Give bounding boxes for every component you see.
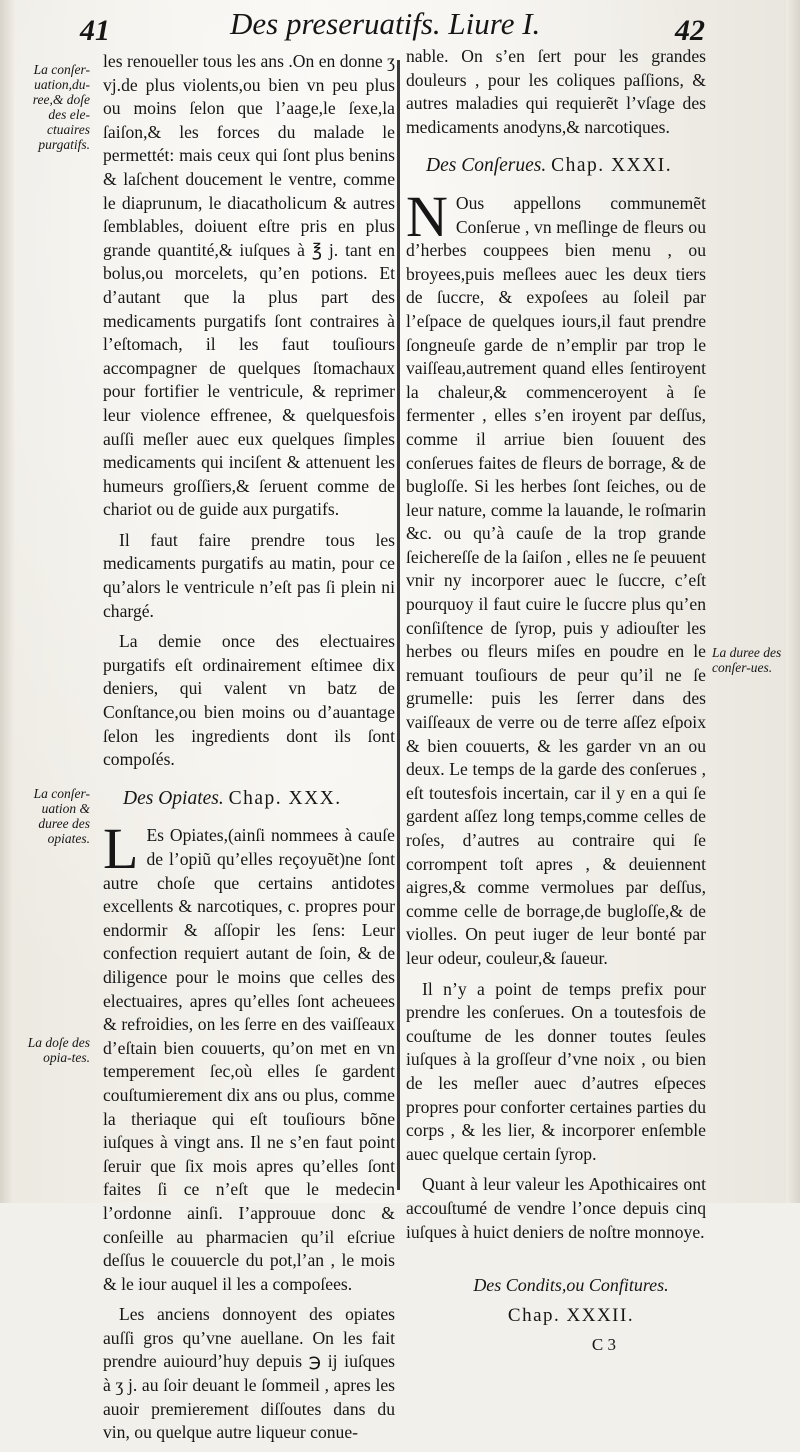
right-column xyxy=(406,45,706,1357)
chapter-heading-conserves xyxy=(426,154,706,178)
page-edge-right xyxy=(786,0,800,1203)
column-divider xyxy=(397,60,400,1190)
next-chapter-title: Des Condits,ou Confitures. xyxy=(473,1275,669,1296)
chapter-number-30: Chap. XXX. xyxy=(228,787,342,809)
page-edge-left xyxy=(0,0,14,1203)
left-column xyxy=(103,50,395,1452)
left-paragraph-1: les renoueller tous les ans .On en donne ʒ vj.de plus violents,ou bien vn peu plus ou moins ſelon que l’aage,le ſexe,la ſaiſon,& les forces du malade le permettét: mais ceux qui ſont plus benins & laſchent doucement le ventre, comme le diaprunum, le diacatholicum & autres ſemblables, doiuent eſtre pris en plus grande quantité,& iuſques à ℥ j. tant en bolus,ou morcelets, qu’en potions. Et d’autant que la plus part des medicaments purgatifs ſont contraires à l’eſtomach, il les faut touſiours accompagner de quelques ſtomachaux pour fortifier le ventricule, & reprimer leur violence effrenee, & quelquesfois auſſi meſler auec eux quelques ſimples medicaments qui inciſent & attenuent les humeurs groſſiers,& ſeruent comme de chariot ou de guide aux purgatifs. xyxy=(103,51,395,520)
right-paragraph-3: Il n’y a point de temps prefix pour prendre les conſerues. On a toutesfois de couſtume de les donner toutes ſeules iuſques à la groſſeur d’vne noix , ou bien de les meſler auec d’autres eſpeces propres pour conforter certaines parties du corps , & les lier, & incorporer enſemble auec quelque certain ſyrop. xyxy=(406,978,706,1164)
dropcap-L: L xyxy=(103,816,139,882)
dropcap-N: N xyxy=(406,183,448,249)
left-paragraph-2: Il faut faire prendre tous les medicaments purgatifs au matin, pour ce qu’alors le ventricule n’eſt pas ſi plein ni chargé. xyxy=(103,529,395,621)
page-number-left: 41 xyxy=(80,14,110,47)
running-title: Des preseruatifs. Liure I. xyxy=(230,6,541,41)
left-paragraph-4-text: Es Opiates,(ainſi nommees à cauſe de l’opiũ qu’elles reçoyuẽt)ne ſont autre choſe que certains antidotes excellents & narcotiques, c. propres pour endormir & aſſopir les ſens: Leur confection requiert autant de ſoin, & de diligence pour le moins que celles des electuaires, apres qu’elles ſont acheuees & refroidies, on les ſerre en des vaiſſeaux d’eſtain bien couuerts, qu’on met en vn temperement ſec,où elles ſe gardent couſtumierement dix ans ou plus, comme la theriaque qui eſt touſiours bõne iuſques à vingt ans. Il ne s’en faut point ſeruir que ſix mois apres qu’elles ſont faites ſi ce n’eſt que le medecin l’ordonne ainſi. I’approuue donc & conſeille au pharmacien qu’il eſcriue deſſus le couuercle du pot,l’an , le mois & le iour auquel il les a compoſees. xyxy=(103,825,395,1294)
right-paragraph-4: Quant à leur valeur les Apothicaires ont accouſtumé de vendre l’once depuis cinq iuſques à huict deniers de noſtre monnoye. xyxy=(406,1174,706,1242)
chapter-title-opiates: Des Opiates. xyxy=(123,787,224,809)
chapter-number-31: Chap. XXXI. xyxy=(551,155,673,177)
signature-mark: C 3 xyxy=(591,1335,616,1355)
right-paragraph-2-text: Ous appellons communemẽt Conſerue , vn meſlinge de fleurs ou d’herbes couppees bien menu , ou broyees,puis meſlees auec les deux tiers de ſuccre, & expoſees au ſoleil par l’eſpace de quelques iours,il faut prendre ſongneuſe garde de n’emplir par trop le vaiſſeau,autrement quand elles ſentiroyent la chaleur,& commenceroyent à ſe fermenter , elles s’en iroyent par deſſus, comme il arriue bien ſouuent des conſerues faites de fleurs de borrage, & de bugloſſe. Si les herbes ſont ſeiches, ou de leur nature, comme la lauande, le roſmarin &c. ou qu’à cauſe de la trop grande ſeichereſſe de la ſaiſon , elles ne ſe peuuent vnir ny incorporer auec le ſuccre, c’eſt pourquoy il faut cuire le ſuccre plus qu’en conſiſtence de ſyrop, puis y adiouſter les herbes ou fleurs miſes en poudre en le remuant touſiours de peur qu’il ne ſe grumelle: puis les ſerrer dans des vaiſſeaux de verre ou de terre aſſez eſpoix & bien couuerts, & les garder vn an ou deux. Le temps de la garde des conſerues , eſt toutesfois incertain, car il y en a qui ſe gardent aſſez long temps,comme celles de roſes, d’autres au contraire qui ſe corrompent toſt apres , & deuiennent aigres,& comme vermolues par deſſus, comme celle de borrage,de bugloſſe,& de violles. On peut iuger de leur bonté par leur odeur, couleur,& ſaueur. xyxy=(406,192,706,968)
page-number-right: 42 xyxy=(675,14,705,47)
chapter-title-conserves: Des Conſerues. xyxy=(426,155,547,177)
left-paragraph-5: Les anciens donnoyent des opiates auſſi gros qu’vne auellane. On les fait prendre auiourd’huy depuis ℈ ij iuſques à ʒ j. au ſoir deuant le ſommeil , apres les auoir premierement diſſoutes dans du vin, ou quelque autre liqueur conue- xyxy=(103,1304,395,1443)
left-paragraph-3: La demie once des electuaires purgatifs eſt ordinairement eſtimee dix deniers, qui valent vn batz de Conſtance,ou bien moins ou d’auantage ſelon les ingredients dont ils ſont compoſés. xyxy=(103,631,395,770)
next-chapter-number: Chap. XXXII. xyxy=(507,1304,635,1326)
margin-note-electuaires: La conſer-uation,du-ree,& doſe des ele-ctuaires purgatifs. xyxy=(32,62,90,152)
right-paragraph-1: nable. On s’en ſert pour les grandes douleurs , pour les coliques paſſions, & autres maladies qui requierẽt l’vſage des medicaments anodyns,& narcotiques. xyxy=(406,46,706,137)
margin-note-opiates-dose: La doſe des opia-tes. xyxy=(27,1035,90,1065)
margin-note-conserves-duree: La duree des conſer-ues. xyxy=(712,645,782,675)
margin-note-opiates-conservation: La conſer-uation & duree des opiates. xyxy=(33,786,90,846)
right-paragraph-2 xyxy=(406,183,706,971)
left-paragraph-4 xyxy=(103,816,395,1296)
chapter-heading-opiates xyxy=(123,787,395,811)
